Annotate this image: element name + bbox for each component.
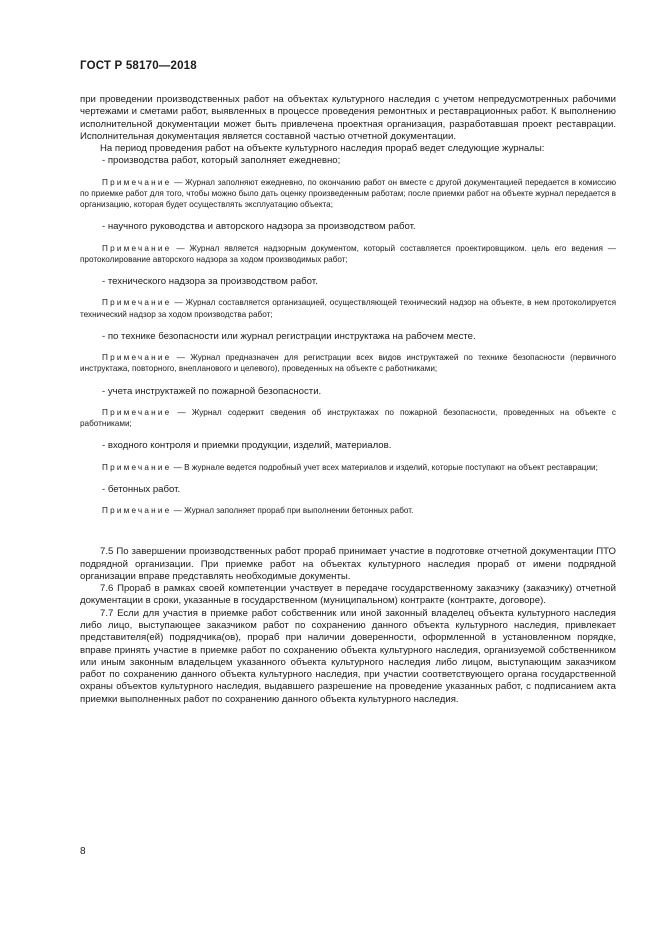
note-label: Примечание (102, 298, 172, 308)
note-text: — Журнал заполняют ежедневно, по окончанию работ он вместе с другой документацией передается в комиссию по приемке работ для того, чтобы можно было дать оценку произведенным работам; после приемки работ на объекте журнал передается в организацию, которая будет осуществлять эксплуатацию объекта; (80, 177, 616, 210)
journals-lead: На период проведения работ на объекте культурного наследия прораб ведет следующие журналы: (100, 143, 545, 155)
journal-note-1 (80, 177, 616, 211)
journal-note-3 (80, 297, 616, 319)
page-number: 8 (80, 846, 86, 857)
note-label: Примечание (102, 407, 172, 417)
page-body (80, 94, 616, 706)
journal-item-2: - научного руководства и авторского надзора за производством работ. (102, 221, 416, 233)
journal-note-7 (80, 505, 616, 516)
note-label: Примечание (102, 462, 172, 472)
clause-7-7: 7.7 Если для участия в приемке работ собственник или иной законный владелец объекта культурного наследия либо лицо, выступающее заказчиком работ по сохранению данного объекта культурного наследия, привлекает представителя(ей) подрядчика(ов), прораб при наличии доверенности, оформленной в установленном порядке, вправе принять участие в приемке работ по сохранению объекта культурного наследия, организуемой собственником или иным законным владельцем указанного объекта культурного наследия либо лицом, выступающим заказчиком работ по сохранению данного объекта культурного наследия, при участии соответствующего органа государственной охраны объектов культурного наследия, выдавшего разрешение на проведение указанных работ, с подписанием акта приемки выполненных работ по сохранению данного объекта культурного наследия. (80, 607, 616, 705)
journal-item-5: - учета инструктажей по пожарной безопасности. (102, 385, 322, 397)
note-text: — Журнал предназначен для регистрации всех видов инструктажей по технике безопасности (первичного инструктажа, повторного, внепланового и целевого), проведенных на объекте с работниками; (80, 353, 616, 374)
note-label: Примечание (102, 177, 172, 187)
note-text: — Журнал содержит сведения об инструктажах по пожарной безопасности, проведенных на объекте с работниками; (80, 407, 616, 428)
note-label: Примечание (102, 243, 172, 253)
note-text: — Журнал составляется организацией, осуществляющей технический надзор на объекте, в нем протоколируется технический надзор за ходом производства работ; (80, 298, 616, 319)
standard-header: ГОСТ Р 58170—2018 (80, 60, 197, 72)
note-label: Примечание (102, 353, 172, 363)
note-text: — Журнал заполняет прораб при выполнении бетонных работ. (171, 506, 414, 515)
journal-note-2 (80, 243, 616, 265)
journal-note-6 (80, 462, 616, 473)
note-text: — Журнал является надзорным документом, который составляется проектировщиком. цель его ведения — протоколирование авторского надзора за ходом производимых работ; (80, 243, 616, 264)
journal-note-4 (80, 352, 616, 374)
note-text: — В журнале ведется подробный учет всех материалов и изделий, которые поступают на объект реставрации; (171, 462, 598, 472)
journal-item-1: - производства работ, который заполняет ежедневно; (102, 155, 341, 167)
clause-7-6: 7.6 Прораб в рамках своей компетенции участвует в передаче государственному заказчику (заказчику) отчетной документации в сроки, указанные в государственном (муниципальном) контракте (контракте, договоре). (80, 583, 616, 607)
journal-item-7: - бетонных работ. (102, 483, 181, 495)
journal-item-6: - входного контроля и приемки продукции, изделий, материалов. (102, 440, 392, 452)
journal-note-5 (80, 407, 616, 429)
journal-item-3: - технического надзора за производством работ. (102, 276, 318, 288)
note-label: Примечание (102, 506, 172, 515)
journal-item-4: - по технике безопасности или журнал регистрации инструктажа на рабочем месте. (102, 330, 476, 342)
clause-7-5: 7.5 По завершении производственных работ прораб принимает участие в подготовке отчетной документации ПТО подрядной организации. При приемке работ на объектах культурного наследия прораб от имени подрядной организации вправе представлять необходимые документы. (80, 546, 616, 582)
intro-paragraph: при проведении производственных работ на объектах культурного наследия с учетом непредусмотренных рабочими чертежами и сметами работ, выявленных в процессе проведения ремонтных и реставрационных работ. К выполнению исполнительной документации может быть привлечена проектная организация, разработавшая проект реставрации. Исполнительная документация является составной частью отчетной документации. (80, 94, 616, 142)
